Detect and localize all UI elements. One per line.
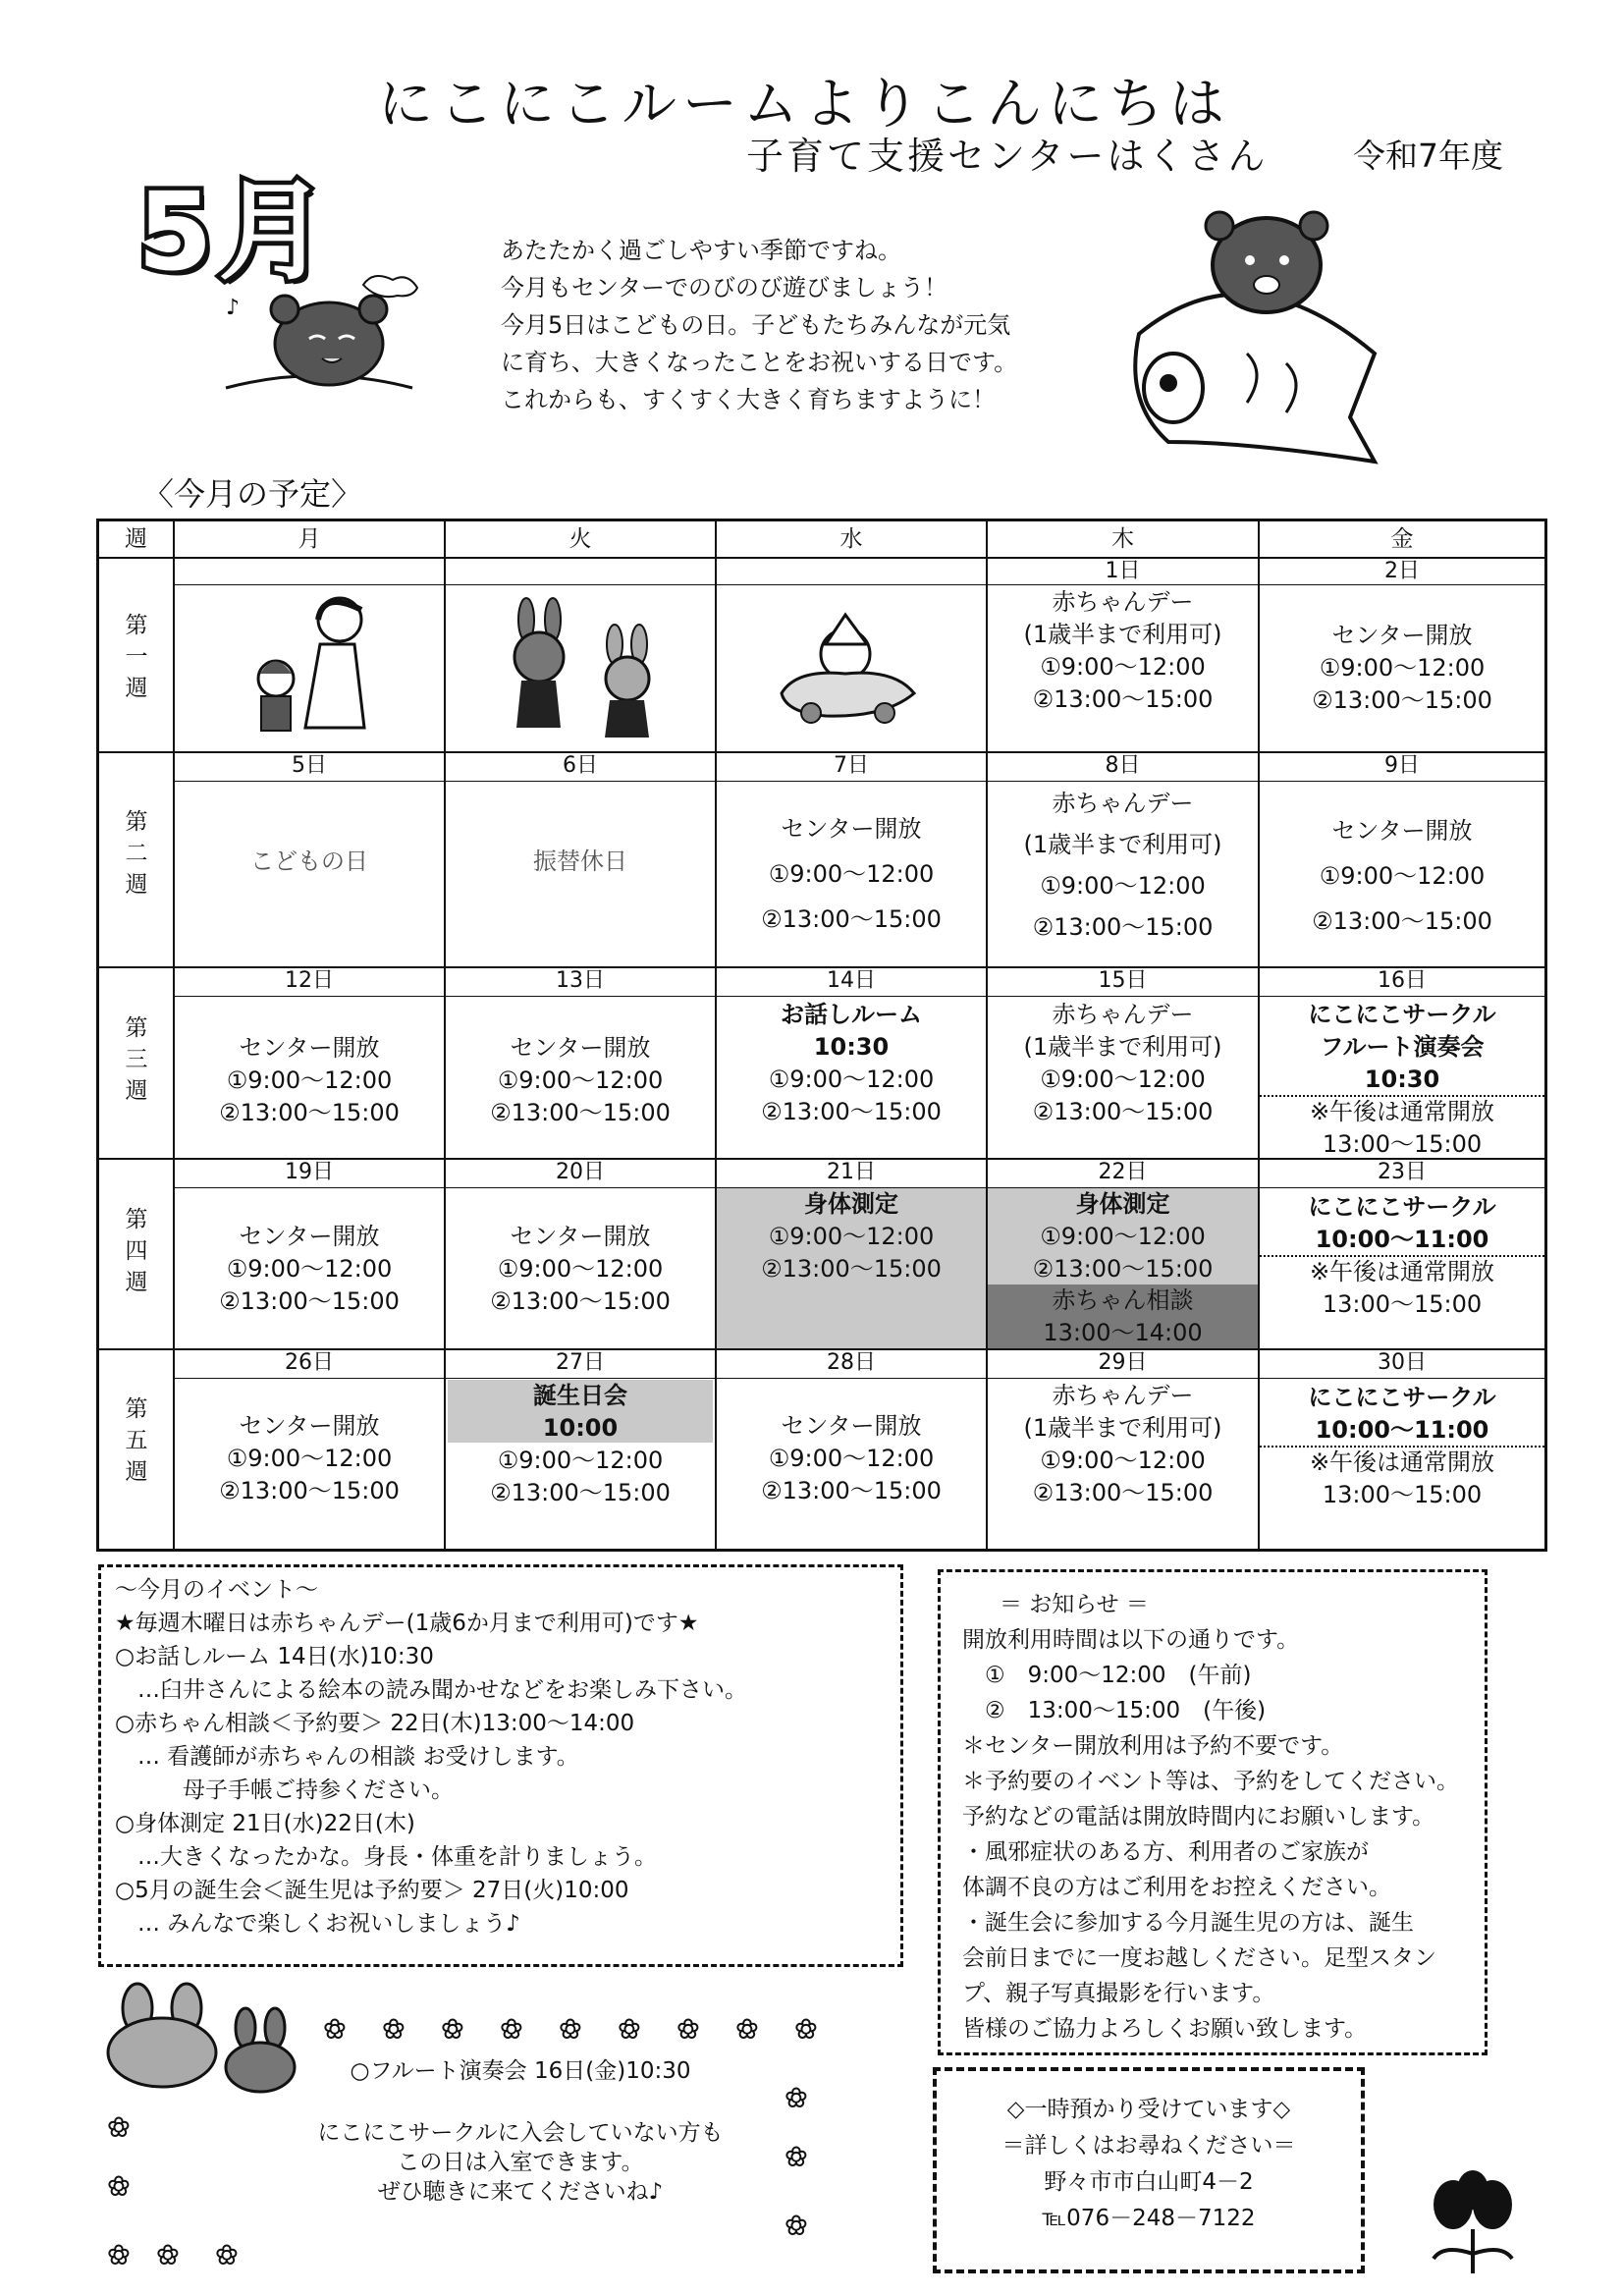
header-wednesday: 水 xyxy=(839,526,863,552)
mother-child-illustration xyxy=(227,590,394,747)
notice-line: ② 13:00～15:00 (午後) xyxy=(962,1698,1267,1723)
date-22: 22日 xyxy=(1098,1160,1148,1184)
svg-text:✿: ✿ xyxy=(324,2015,346,2045)
header-thursday: 木 xyxy=(1111,526,1134,552)
event-line: ○身体測定 21日(水)22日(木) xyxy=(115,1811,415,1836)
svg-text:✿: ✿ xyxy=(785,2143,807,2172)
notice-line: 予約などの電話は開放時間内にお願いします。 xyxy=(962,1804,1435,1830)
date-15: 15日 xyxy=(1098,968,1148,993)
date-9: 9日 xyxy=(1384,753,1420,778)
notice-line: 皆様のご協力よろしくお願い致します。 xyxy=(962,2016,1368,2042)
svg-text:✿: ✿ xyxy=(736,2015,758,2045)
date-29: 29日 xyxy=(1098,1350,1148,1375)
cell-14-story-room: お話しルーム 10:30 ①9:00～12:00 ②13:00～15:00 xyxy=(761,1001,942,1125)
cell-20-open: センター開放 ①9:00～12:00 ②13:00～15:00 xyxy=(490,1223,671,1315)
header-monday: 月 xyxy=(298,526,321,552)
date-7: 7日 xyxy=(834,753,869,778)
svg-text:✿: ✿ xyxy=(619,2015,640,2045)
care-line: 野々市市白山町4－2 xyxy=(1044,2169,1254,2195)
schedule-title: 〈今月の予定〉 xyxy=(142,475,363,513)
notice-line: 体調不良の方はご利用をお控えください。 xyxy=(962,1875,1391,1900)
notice-line: ・誕生会に参加する今月誕生児の方は、誕生 xyxy=(962,1910,1414,1936)
cell-23-circle: にこにこサークル 10:00～11:00 ※午後は通常開放 13:00～15:00 xyxy=(1308,1193,1496,1318)
svg-text:✿: ✿ xyxy=(108,2172,130,2202)
event-line: ★毎週木曜日は赤ちゃんデー(1歳6か月まで利用可)です★ xyxy=(115,1611,699,1636)
svg-text:✿: ✿ xyxy=(108,2113,130,2143)
svg-text:✿: ✿ xyxy=(785,2212,807,2241)
greeting-message xyxy=(501,232,1017,418)
header-friday: 金 xyxy=(1390,526,1414,552)
notice-box xyxy=(938,1569,1488,2055)
cell-19-open: センター開放 ①9:00～12:00 ②13:00～15:00 xyxy=(219,1223,400,1315)
date-2: 2日 xyxy=(1384,559,1420,583)
week-label-5: 第 五 週 xyxy=(125,1396,148,1485)
svg-text:✿: ✿ xyxy=(785,2084,807,2113)
date-26: 26日 xyxy=(285,1350,334,1375)
header-tuesday: 火 xyxy=(568,526,592,552)
notice-line: プ、親子写真撮影を行います。 xyxy=(962,1981,1275,2006)
cell-15-baby-day: 赤ちゃんデー (1歳半まで利用可) ①9:00～12:00 ②13:00～15:00 xyxy=(1023,1001,1222,1125)
event-line: ○赤ちゃん相談＜予約要＞ 22日(木)13:00～14:00 xyxy=(115,1711,635,1736)
svg-text:✿: ✿ xyxy=(157,2241,179,2270)
date-28: 28日 xyxy=(827,1350,876,1375)
cell-22-baby-consult: 赤ちゃん相談 13:00～14:00 xyxy=(988,1285,1258,1348)
event-line: ○5月の誕生会＜誕生児は予約要＞ 27日(火)10:00 xyxy=(115,1878,629,1903)
events-title: ～今月のイベント～ xyxy=(115,1577,318,1603)
week-label-4: 第 四 週 xyxy=(125,1207,148,1295)
cell-28-open: センター開放 ①9:00～12:00 ②13:00～15:00 xyxy=(761,1412,942,1504)
monthly-events-box xyxy=(98,1564,903,1967)
car-illustration xyxy=(767,600,944,738)
flute-line: ○フルート演奏会 16日(金)10:30 xyxy=(350,2058,691,2084)
date-20: 20日 xyxy=(556,1160,605,1184)
fiscal-year: 令和7年度 xyxy=(1353,137,1503,175)
header-week: 週 xyxy=(125,526,147,552)
event-line: …臼井さんによる絵本の読み聞かせなどをお楽しみ下さい。 xyxy=(115,1677,747,1703)
cell-27-birthday: 誕生日会 10:00 xyxy=(448,1380,713,1443)
greeting-line: 今月もセンターでのびのび遊びましょう！ xyxy=(501,274,948,301)
cell-7-open: センター開放 ①9:00～12:00 ②13:00～15:00 xyxy=(761,815,942,933)
cell-1-baby-day: 赤ちゃんデー (1歳半まで利用可) ①9:00～12:00 ②13:00～15:00 xyxy=(1023,588,1222,713)
date-5: 5日 xyxy=(292,753,327,778)
cell-6-holiday: 振替休日 xyxy=(533,847,627,875)
notice-line: ＊センター開放利用は予約不要です。 xyxy=(962,1733,1344,1759)
event-line: 母子手帳ご持参ください。 xyxy=(115,1777,454,1803)
cell-26-open: センター開放 ①9:00～12:00 ②13:00～15:00 xyxy=(219,1412,400,1504)
notice-line: ・風邪症状のある方、利用者のご家族が xyxy=(962,1839,1369,1865)
rabbits-illustration xyxy=(492,590,678,747)
svg-text:✿: ✿ xyxy=(442,2015,463,2045)
svg-text:✿: ✿ xyxy=(795,2015,817,2045)
date-27: 27日 xyxy=(556,1350,605,1375)
flute-line: にこにこサークルに入会していない方も xyxy=(317,2120,724,2146)
notice-line: ＊予約要のイベント等は、予約をしてください。 xyxy=(962,1769,1459,1794)
cell-27-times: ①9:00～12:00 ②13:00～15:00 xyxy=(490,1447,671,1506)
care-line: ＝詳しくはお尋ねください＝ xyxy=(1001,2133,1296,2159)
notice-title: ＝ お知らせ ＝ xyxy=(1000,1592,1149,1617)
koinobori-bear-illustration xyxy=(1109,206,1394,481)
date-1: 1日 xyxy=(1105,559,1141,583)
flute-line: ぜひ聴きに来てくださいね♪ xyxy=(377,2179,664,2205)
month-heading: 5月 xyxy=(137,169,333,295)
greeting-line: あたたかく過ごしやすい季節ですね。 xyxy=(501,237,901,264)
greeting-line: に育ち、大きくなったことをお祝いする日です。 xyxy=(501,349,1018,376)
care-line: ℡076－248－7122 xyxy=(1042,2206,1256,2231)
date-16: 16日 xyxy=(1378,968,1427,993)
cell-22-measure: 身体測定 ①9:00～12:00 ②13:00～15:00 xyxy=(988,1188,1258,1285)
svg-text:✿: ✿ xyxy=(108,2241,130,2270)
date-14: 14日 xyxy=(827,968,876,993)
temporary-care-box xyxy=(933,2067,1365,2273)
event-line: ○お話しルーム 14日(水)10:30 xyxy=(115,1644,434,1669)
cell-13-open: センター開放 ①9:00～12:00 ②13:00～15:00 xyxy=(490,1034,671,1126)
cell-9-open: センター開放 ①9:00～12:00 ②13:00～15:00 xyxy=(1312,817,1492,935)
date-12: 12日 xyxy=(285,968,334,993)
week-label-1: 第 一 週 xyxy=(125,613,148,701)
notice-line: 会前日までに一度お越しください。足型スタン xyxy=(962,1945,1436,1971)
flute-concert-info xyxy=(245,2038,795,2273)
page-title: にこにこルームよりこんにちは xyxy=(378,73,1230,137)
event-line: …大きくなったかな。身長・体重を計りましょう。 xyxy=(115,1844,657,1870)
center-name: 子育て支援センターはくさん xyxy=(746,135,1269,178)
cell-29-baby-day: 赤ちゃんデー (1歳半まで利用可) ①9:00～12:00 ②13:00～15:00 xyxy=(1023,1382,1222,1506)
cell-8-baby-day: 赤ちゃんデー (1歳半まで利用可) ①9:00～12:00 ②13:00～15:00 xyxy=(1023,790,1222,941)
cell-12-open: センター開放 ①9:00～12:00 ②13:00～15:00 xyxy=(219,1034,400,1126)
week-label-2: 第 二 週 xyxy=(125,809,148,898)
cell-30-circle: にこにこサークル 10:00～11:00 ※午後は通常開放 13:00～15:00 xyxy=(1308,1384,1496,1508)
cell-5-childrens-day: こどもの日 xyxy=(250,847,368,875)
cell-2-open: センター開放 ①9:00～12:00 ②13:00～15:00 xyxy=(1312,622,1492,714)
flower-icon xyxy=(1414,2170,1532,2278)
care-line: ◇一時預かり受けています◇ xyxy=(1006,2097,1291,2122)
svg-text:✿: ✿ xyxy=(501,2015,522,2045)
event-line: … 看護師が赤ちゃんの相談 お受けします。 xyxy=(115,1744,579,1770)
notice-line: ① 9:00～12:00 (午前) xyxy=(962,1663,1252,1688)
svg-text:✿: ✿ xyxy=(677,2015,699,2045)
event-line: … みんなで楽しくお祝いしましょう♪ xyxy=(115,1911,520,1937)
notice-line: 開放利用時間は以下の通りです。 xyxy=(962,1627,1300,1653)
svg-text:✿: ✿ xyxy=(383,2015,405,2045)
bear-illustration-left xyxy=(216,265,422,432)
cell-16-circle-flute: にこにこサークル フルート演奏会 10:30 ※午後は通常開放 13:00～15:00 xyxy=(1308,1001,1496,1158)
week-label-3: 第 三 週 xyxy=(125,1015,148,1104)
cell-21-measure: 身体測定 ①9:00～12:00 ②13:00～15:00 xyxy=(717,1188,986,1348)
svg-text:✿: ✿ xyxy=(560,2015,581,2045)
greeting-line: これからも、すくすく大きく育ちますように！ xyxy=(501,386,996,413)
greeting-line: 今月5日はこどもの日。子どもたちみんなが元気 xyxy=(501,311,1011,339)
date-21: 21日 xyxy=(827,1160,876,1184)
monthly-calendar xyxy=(96,519,1547,1552)
date-13: 13日 xyxy=(556,968,605,993)
svg-text:✿: ✿ xyxy=(216,2241,238,2270)
svg-text:♪: ♪ xyxy=(226,296,241,320)
date-30: 30日 xyxy=(1378,1350,1427,1375)
date-19: 19日 xyxy=(285,1160,334,1184)
date-23: 23日 xyxy=(1378,1160,1427,1184)
flute-line: この日は入室できます。 xyxy=(397,2150,644,2175)
date-8: 8日 xyxy=(1105,753,1141,778)
date-6: 6日 xyxy=(563,753,598,778)
